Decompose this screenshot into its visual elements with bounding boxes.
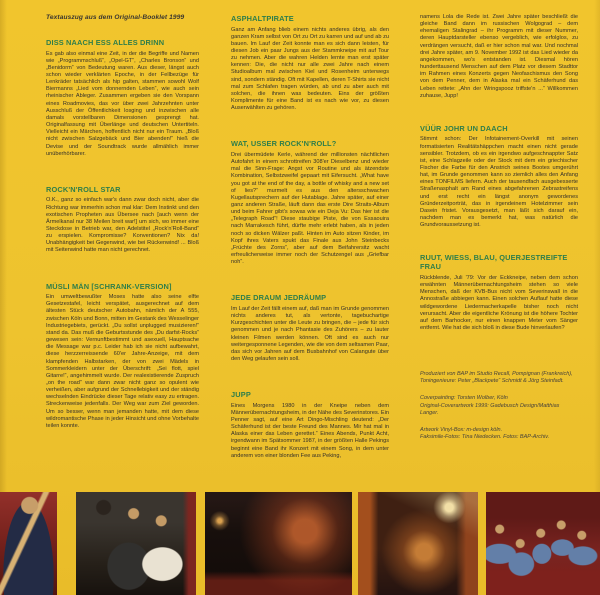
- article-wat-usser-rocknroll: [231, 139, 389, 266]
- photo-band-blue-shirts-red-stage: [486, 492, 600, 595]
- article-continuation-jupp: namens Lola die Rede ist. Zwei Jahre später beschließt die gleiche Band dann im russischen Wolgograd – dem ehemaligen Stalingrad – ihr Programm mit dieser Nummer, deren Hauptdarsteller ebenso vergeblich, wie erfolglos, zu verdrängen versucht, daß er hier schon mal war. Und nochmal drei Jahre später, am 9. November 1992 ist das Lied wieder da angekommen, wo's entstanden ist. Diesmal hören hunderttausend Menschen auf dem Platz vor diesem Stadttor im Rahmen eines Konzerts gegen Neofaschismus den Song von dem Penner, dem in Alaska mal ein Schäferhund das Leben rettete: „Ahn der Wringspooz triffste'n ...“ Willkommen zuhause, Jupp!: [420, 14, 578, 99]
- credit-block-photos: [420, 427, 578, 441]
- column-middle: [231, 14, 389, 460]
- article-heading: RUUT, WIESS, BLAU, QUERJESTREIFTE FRAU: [420, 253, 568, 272]
- credit-line: Artwork Vinyl-Box: m-design köln.: [420, 427, 503, 434]
- article-body: Im Lauf der Zeit fällt einem auf, daß man im Grunde genommen nichts anderes tut, als vertonte, tagebuchartige Kurzgeschichten unter die Leute zu bringen, die – jede für sich genommen und je nach Phantasie des Zuhörers – zu lauter kleinen Filmen werden können. Oft sind es auch nur weitergesponnene Legenden, wie die von dem seltsamen Paar, das sich vor Jahren auf dem Busbahnhof von Calangute über den Weg gelaufen sein soll.: [231, 305, 389, 362]
- credit-block-production: [420, 371, 578, 385]
- booklet-note: Textauszug aus dem Original-Booklet 1999: [46, 14, 185, 21]
- article-heading: WAT, USSER ROCK'N'ROLL?: [231, 139, 337, 149]
- article-diss-naach: [46, 38, 199, 158]
- article-body: O.K., ganz so einfach war's dann zwar doch nicht, aber die Richtung war immerhin schon mal klar: Dem Instinkt und den exotischen Propheten aus Übersee nach [auch wenn der Ärmelkanal nur 38 Meilen breit war!] um sich, wo immer eine Steckdose in Betrieb war, den Adelstitel „Rock'n'Roll-Band“ zu erspielen. Kompromisse? Konventionen? Nix da! Unabhängigkeit bei Gegenwind, wie bei Rückenwind! ... Bloß mit Seitenwind hatte man nicht gerechnet.: [46, 197, 199, 254]
- article-body: Drei übermüdete Kerle, während der millionsten nächtlichen Autofahrt in einem schrottreifen 308'er Dieselbenz und wieder mal die Sinn-Frage: Angst vor Routine und als ätzendste Kombination, Selbstzweifel gepaart mit Eifersucht. „What have you got at the end of the day, a bottle of whisky and a new set of lies?“ murmelt es aus den altersschwachen Kugellautsprechern auf der Hutablage. Jahre später, auf einer ganz anderen Straße, läuft dann das erste Dire Straits-Album und beim Fahrer gibt's sowas wie ein Deja Vu: Das hier ist die „Telegraph Road“! Diese staubige Piste, die von Essaouira nach Marrakesch führt, dürfte mehr erlebt haben, als in jeden noch so dicken Wälzer paßt. Hinten im Auto sitzen Kinder, im Kopf ihres Vaters spukt das Finale aus John Steinbecks „Früchte des Zorns“, aber auf dem Beifahrersitz wacht erfreulicherweise immer noch der Schutzengel aus „Griefbar noh“.: [231, 151, 389, 266]
- article-jupp: [231, 390, 389, 460]
- article-heading: ROCK'N'ROLL STAR: [46, 184, 121, 194]
- article-heading: JEDE DRAUM JEDRÄUMP: [231, 293, 327, 303]
- article-heading: JUPP: [231, 390, 251, 400]
- article-body: Stimmt schon: Der Infotainement-Overkill mit seinen formatisierten Realitätshäppchen macht einen nicht gerade sensibler. Trotzdem, ob es ein irgendwo aufgeschnappter Satz ist, eine Schlagzeile oder der Stock mit dem ein griechischer Fischer die Farbe für den Anstrich seines Bootes umgerührt hat, im Grunde genommen kann so ziemlich alles den Anfang eines TONFILMS liefern. Auch der tausendfach ausgebesserte Straßenasphalt am Rand eines abgefahrenen Zebrastreifens und erst recht ein längst anonym gewordenes Gründerzeitporträt, das in irgendeinem Hotelzimmer sein Dasein fristet. Vorausgesetzt, man läßt sich darauf ein, nachdem man es bemerkt hat, was natürlich die Grundvoraussetzung ist.: [420, 136, 578, 229]
- article-body: Ganz am Anfang blieb einem nichts anderes übrig, als den ganzen Kram selbst von Ort zu Ort zu karren und auf und ab zu bauen. Im Lauf der Zeit konnte man es sich dann leisten, für diesen Job ein paar Jungs aus der Stammkneipe mit auf Tour zu nehmen. Aber die wahren Helden lernte man erst später kennen: Die, die nicht nur alle zwei Jahre nach einem Studioalbum mal zwischen Kiel und Rosenheim unterwegs sind, sondern ständig. Oft mit Kapellen, deren T-Shirts sie nicht mal zum Schlafen tragen würden, ab und zu aber auch mit solchen, die ihnen was bedeuten. Eins der größten Komplimente für eine Band ist es nach wie vor, zu diesen Auserwählten zu gehören.: [231, 26, 389, 112]
- column-right: [420, 14, 578, 332]
- article-body: Rückblende, Juli '79: Vor der Eckkneipe, neben dem schon erwähnten Männerübernachtungsheim stehen so viele Menschen, daß der KVB-Bus nicht vom Severinswall in die Annostraße abbiegen kann. Einen solchen Auflauf hatte diese wildgewordene Liedermacherkapelle bisher noch nicht verursacht. Aber die eigentliche Krönung ist die höhere Tochter auf dem Barhocker, nur einen knappen Meter vom Sänger entfernt. Wie hat die sich bloß in diese Bude hinverlaufen?: [420, 274, 578, 331]
- article-heading: MÜSLI MÄN [SCHRANK-VERSION]: [46, 281, 172, 291]
- article-muesli-maen: [46, 282, 199, 430]
- article-rocknroll-star: [46, 185, 199, 255]
- photo-orange-lit-stage-spotlight: [358, 492, 478, 595]
- article-body: Eines Morgens 1980 in der Kneipe neben dem Männerübernachtungsheim, in der Nähe des Severinstores. Ein Penner sagt, auf eine Art Dingo-Mischling deutend: „Der Schäferhund ist der beste Freund des Mannes. Mir hat mal in Alaska einer das Leben gerettet.“ Eines Abends, Punkt Acht, irgendwann im Spätsommer 1987, in der größten Halle Pekings beginnt eine Band ihr Konzert mit einem Song, in dem unter anderem von einer blonden Fee aus Peking,: [231, 402, 389, 459]
- article-heading: DISS NAACH ESS ALLES DRINN: [46, 38, 165, 47]
- credit-line: Faksimile-Fotos: Tina Niedecken. Fotos: BAP-Archiv.: [420, 434, 550, 441]
- photo-bass-player-red-curtain: [0, 492, 57, 595]
- article-ruut-wiess-blau: [420, 253, 578, 332]
- article-heading: VÜÜR JOHR UN DAACH: [420, 123, 508, 133]
- article-heading: ASPHALTPIRATE: [231, 14, 294, 23]
- photo-band-on-stage-acoustic: [76, 492, 196, 595]
- credit-line: Produziert von BAP im Studio Recall, Pompignan (Frankreich),: [420, 371, 573, 377]
- photo-dark-bar-audience: [205, 492, 352, 595]
- credit-line: Original-Coverartwork 1999: Gadebusch Design/Matthias Langer.: [420, 402, 560, 416]
- column-left: [46, 14, 199, 430]
- article-jede-draum: [231, 293, 389, 363]
- photo-strip: [0, 492, 600, 595]
- article-body: Ein umweltbewußter Moses hatte also seine elfte Gesetzestafel, leicht verspätet, ausgerechnet auf dem ältesten Stück deutscher Autobahn, nämlich der A 555, zwischen Köln und Bonn, mitten im Gestank des Wesselinger Industriegebiets, gerückt. „Du sollst unplugged musizieren!“ stand da. Das muß die Geburtsstunde des „Du darfst-Rocks“ gewesen sein: Vernunftbestimmt und asexuell, Hauptsache die Message war p.c. Leider hab ich sie nicht aufbewahrt, diese herzzerreissende 60'er Jahre-Anzeige, mit dem klampfenden Halbstarken, der von zwei Mädels in Sommerkleidern unter der Überschrift: „Sei flott, spiel Gitarre!“, angehimmelt wurde. Der realexistierende Zuspruch „on the road“ war dann zwar nicht ganz so opulent wie verheißen, aber aufgrund der Schnellebigkeit und der ständig wechselnden Eindrücke dieser Tage relativ easy zu ertragen. Streckenweise jedenfalls. Der Weg war zum Ziel geworden. Um so besser, wenn man jemanden hatte, mit dem diese wildromantische Phase in jeder Hinsicht und ohne Vorbehalte teilen konnte.: [46, 294, 199, 429]
- credit-line: Coverpainting: Torsten Wolber, Köln: [420, 395, 508, 402]
- article-asphaltpirate: [231, 14, 389, 112]
- credits: [420, 371, 578, 451]
- article-body: Es gab also einmal eine Zeit, in der die Begriffe und Namen wie „Programmschluß“, „Opel-GT“, „Charles Bronson“ und „Benidorm“ von Bedeutung waren. Aus dieser, längst auch schon wieder verklärten Epoche, in der Fellbezüge für Lenkräder tatsächlich als hip galten, stammen sowohl Wolf Biermanns „Lied vom donnernden Leben“, wie auch sein rheinischer Ableger. Zusammen ergeben sie den Vorspann eines Roadmovies, das vor über zwei Jahrzehnten unter Ausschluß der Öffentlichkeit losging und inzwischen alle damals vorstellbaren Dimensionen gesprengt hat. Originalfassung mit Überlänge und deutschen Untertiteln. Vielleicht ein Märchen, hoffentlich nicht nur ein Traum. „Bloß nicht zwischen Salzgebäck und Bier abenden!“ hieß die Devise und der Soundtrack wurde allmählich immer unüberhörbarer.: [46, 50, 199, 157]
- credit-line: Toningenieure: Peter „Blackpete“ Schmidt & Jörg Steinfadt.: [420, 378, 564, 385]
- credit-block-artwork: [420, 395, 578, 417]
- article-vuur-johr: [420, 124, 578, 230]
